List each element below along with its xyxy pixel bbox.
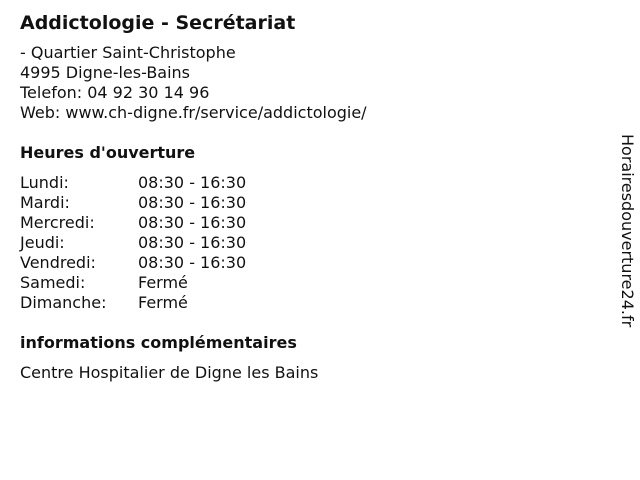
business-title: Addictologie - Secrétariat <box>20 12 296 34</box>
hours-day: Dimanche: <box>20 293 107 312</box>
hours-day: Vendredi: <box>20 253 96 272</box>
hours-day: Mercredi: <box>20 213 95 232</box>
hours-time: 08:30 - 16:30 <box>138 193 247 212</box>
brand-watermark: Horairesdouverture24.fr <box>618 134 637 328</box>
hours-time: Fermé <box>138 293 188 312</box>
hours-time: Fermé <box>138 273 188 292</box>
hours-row-monday <box>20 173 600 193</box>
hours-row-saturday <box>20 273 600 293</box>
website-link[interactable]: Web: www.ch-digne.fr/service/addictologie/ <box>20 103 367 122</box>
additional-info-heading: informations complémentaires <box>20 333 297 352</box>
hours-day: Lundi: <box>20 173 69 192</box>
hours-row-wednesday <box>20 213 600 233</box>
hours-day: Jeudi: <box>20 233 65 252</box>
opening-hours-heading: Heures d'ouverture <box>20 143 196 162</box>
address-city: 4995 Digne-les-Bains <box>20 63 191 82</box>
hours-row-sunday <box>20 293 600 313</box>
hours-time: 08:30 - 16:30 <box>138 173 247 192</box>
hours-day: Mardi: <box>20 193 70 212</box>
hours-row-thursday <box>20 233 600 253</box>
hours-time: 08:30 - 16:30 <box>138 253 247 272</box>
hours-time: 08:30 - 16:30 <box>138 213 247 232</box>
hours-row-friday <box>20 253 600 273</box>
hours-row-tuesday <box>20 193 600 213</box>
phone-number: Telefon: 04 92 30 14 96 <box>20 83 210 102</box>
additional-info-text: Centre Hospitalier de Digne les Bains <box>20 363 319 382</box>
hours-day: Samedi: <box>20 273 86 292</box>
hours-time: 08:30 - 16:30 <box>138 233 247 252</box>
business-card <box>20 11 600 383</box>
address-street: - Quartier Saint-Christophe <box>20 43 236 62</box>
